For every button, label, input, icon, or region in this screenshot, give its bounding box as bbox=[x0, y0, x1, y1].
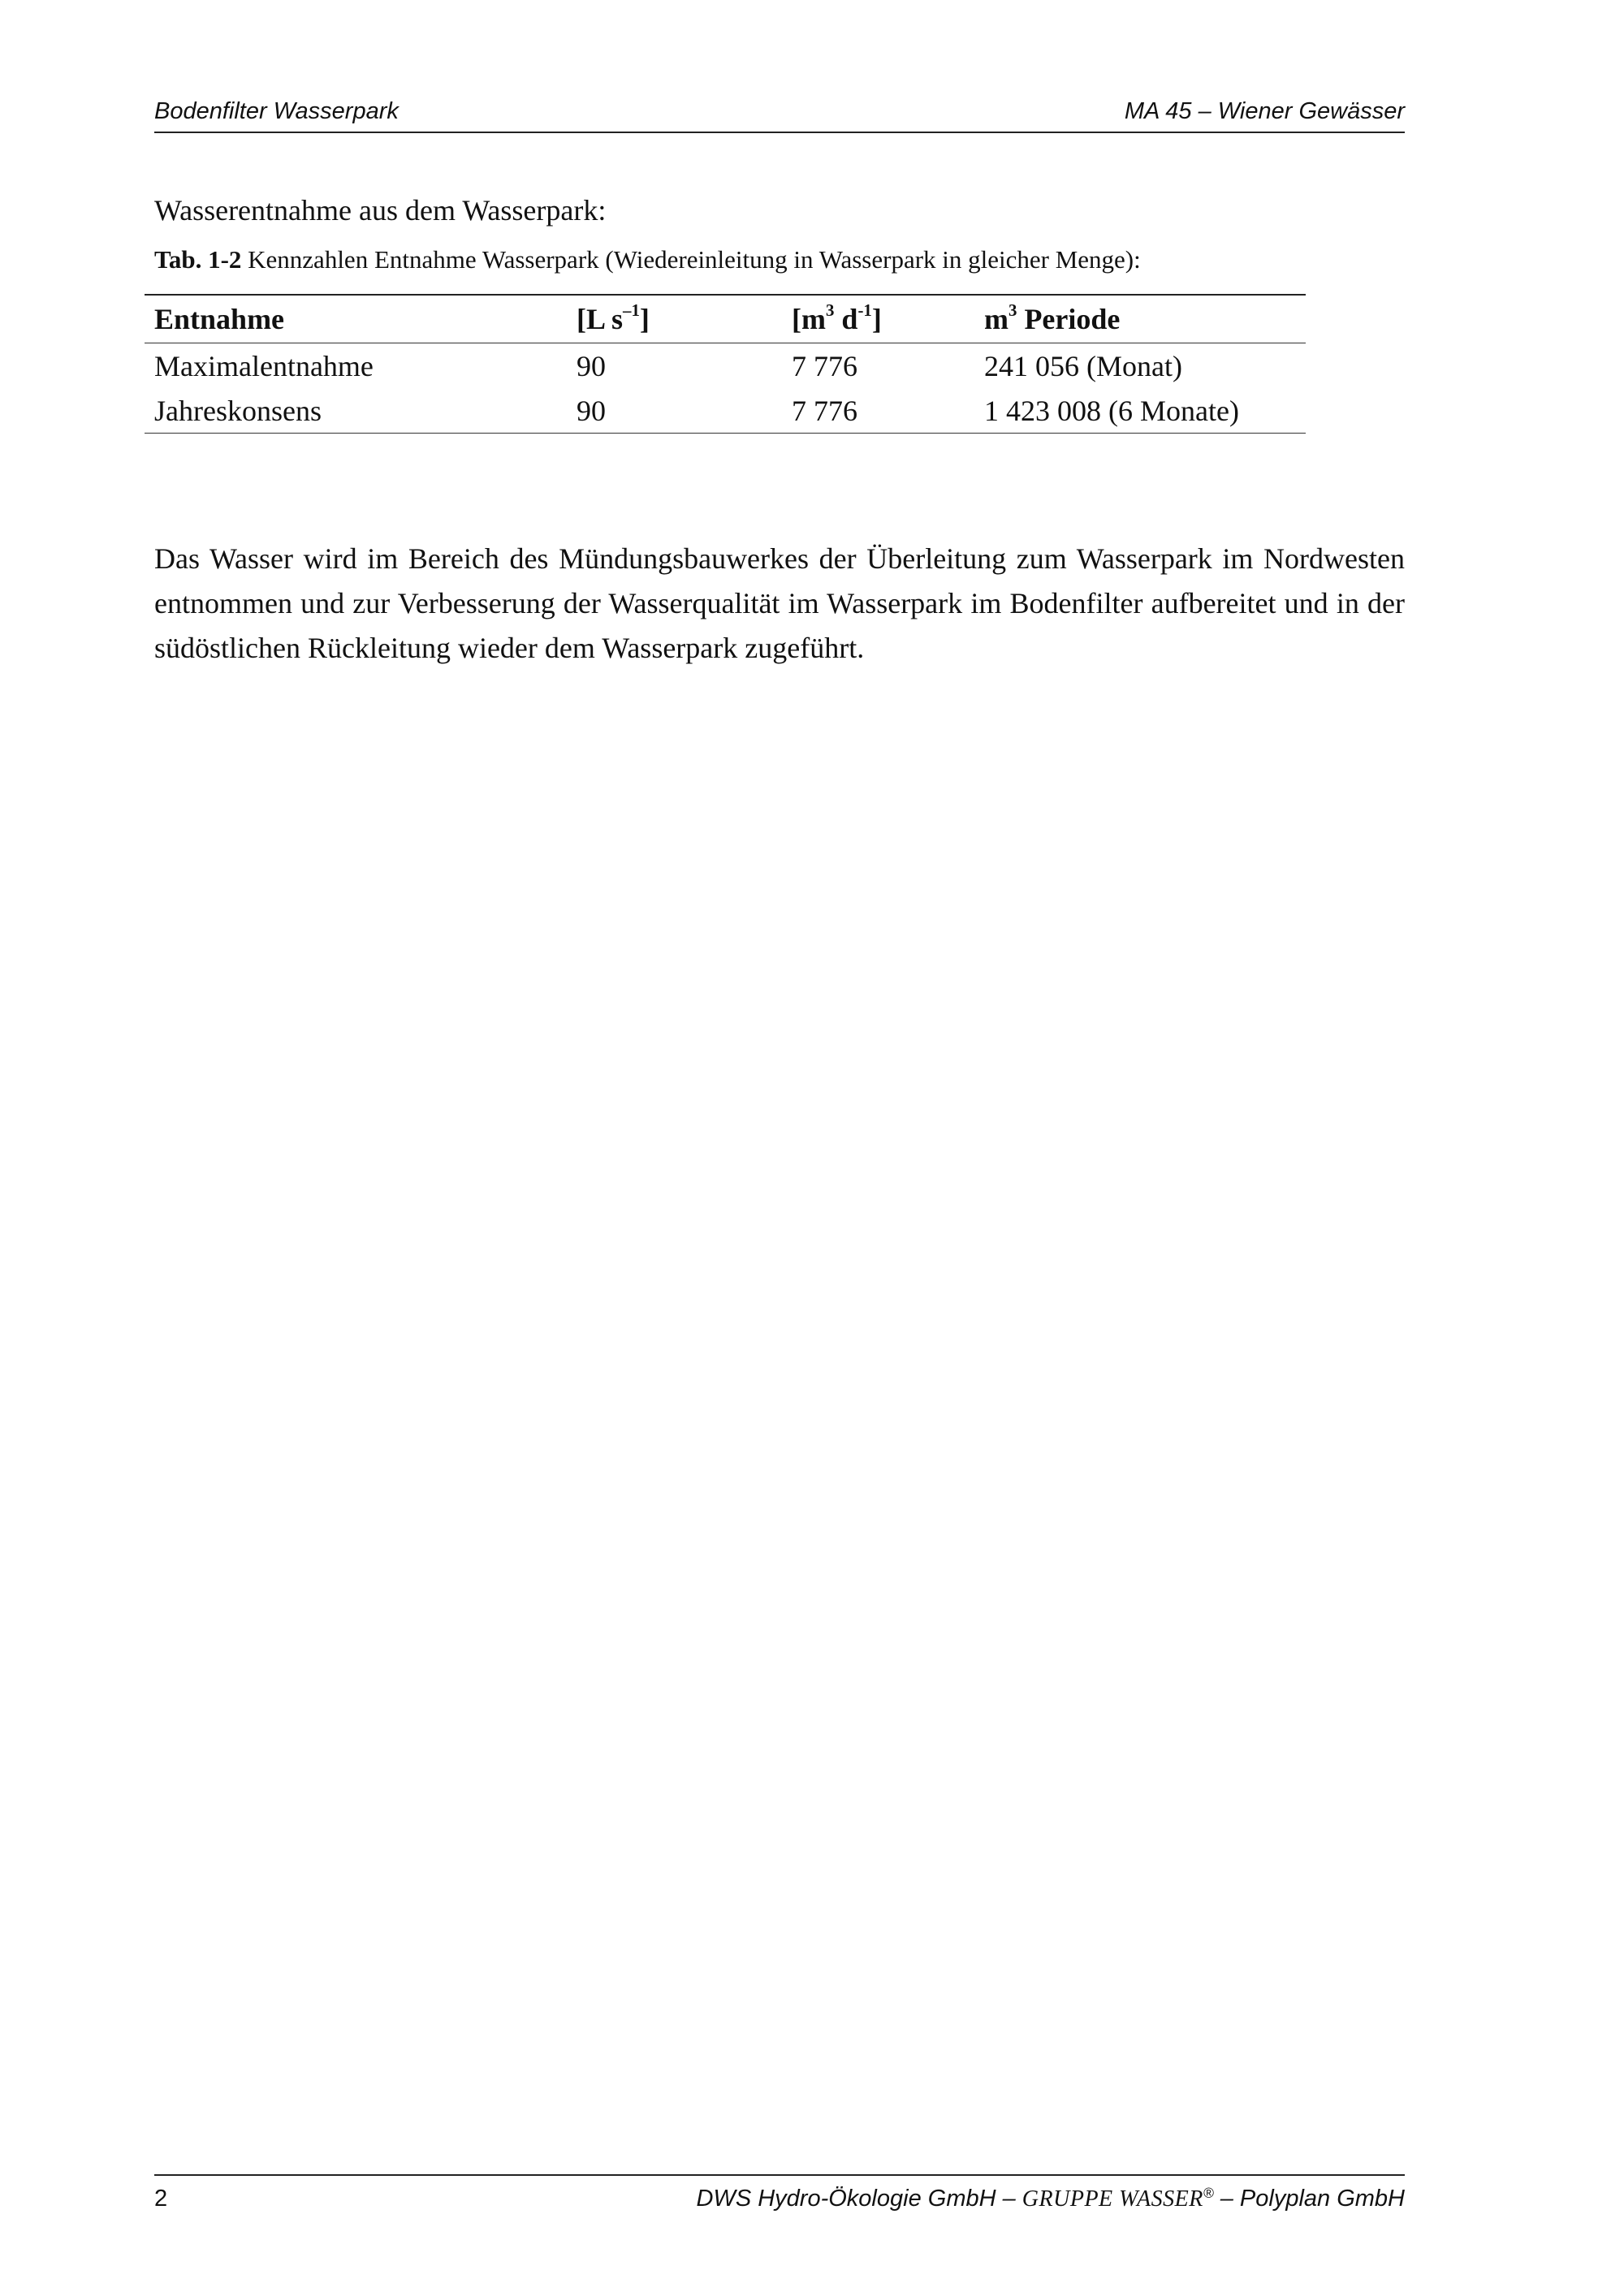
column-header-cubic-per-day: [$m^3$ $d^{-1}$] bbox=[792, 300, 882, 335]
table-cell: 241 056 (Monat) bbox=[984, 349, 1182, 382]
intro-text: Wasserentnahme aus dem Wasserpark: bbox=[154, 194, 607, 227]
table-caption-text: Kennzahlen Entnahme Wasserpark (Wiedereinleitung in Wasserpark in gleicher Menge): bbox=[248, 245, 1141, 274]
table-row bbox=[145, 343, 1306, 389]
running-footer bbox=[154, 2174, 1405, 2213]
table-cell: 90 bbox=[577, 394, 606, 427]
column-header-liters-per-second: [L $s^{-1}$] bbox=[577, 300, 650, 335]
table-cell: Jahreskonsens bbox=[154, 394, 322, 427]
header-client-name: MA 45 – Wiener Gewässer bbox=[1124, 98, 1405, 124]
table-caption bbox=[154, 245, 1141, 274]
table-cell: 1 423 008 (6 Monate) bbox=[984, 394, 1239, 427]
column-header-cubic-per-period: $m^3$ Periode bbox=[984, 300, 1121, 335]
table-cell: Maximalentnahme bbox=[154, 349, 374, 382]
table-cell: 7 776 bbox=[792, 349, 857, 382]
withdrawal-table bbox=[145, 294, 1306, 434]
column-header-entnahme: Entnahme bbox=[154, 303, 285, 335]
page-number: 2 bbox=[154, 2186, 168, 2212]
running-header bbox=[154, 96, 1405, 133]
table-caption-number: Tab. 1-2 bbox=[154, 245, 242, 274]
table-cell: 7 776 bbox=[792, 394, 857, 427]
table-header-row bbox=[145, 295, 1306, 343]
table-cell: 90 bbox=[577, 349, 606, 382]
table-row bbox=[145, 388, 1306, 434]
body-paragraph: Das Wasser wird im Bereich des Mündungsbauwerkes der Überleitung zum Wasserpark im Nordwesten entnommen und zur Verbesserung der Wasserqualität im Wasserpark im Bodenfilter aufbereitet und in der südöstlichen Rückleitung wieder dem Wasserpark zugeführt. bbox=[154, 542, 1405, 664]
footer-credit: DWS Hydro-Ökologie GmbH – GRUPPE WASSER® – Polyplan GmbH bbox=[696, 2184, 1405, 2212]
header-document-title: Bodenfilter Wasserpark bbox=[154, 98, 399, 124]
